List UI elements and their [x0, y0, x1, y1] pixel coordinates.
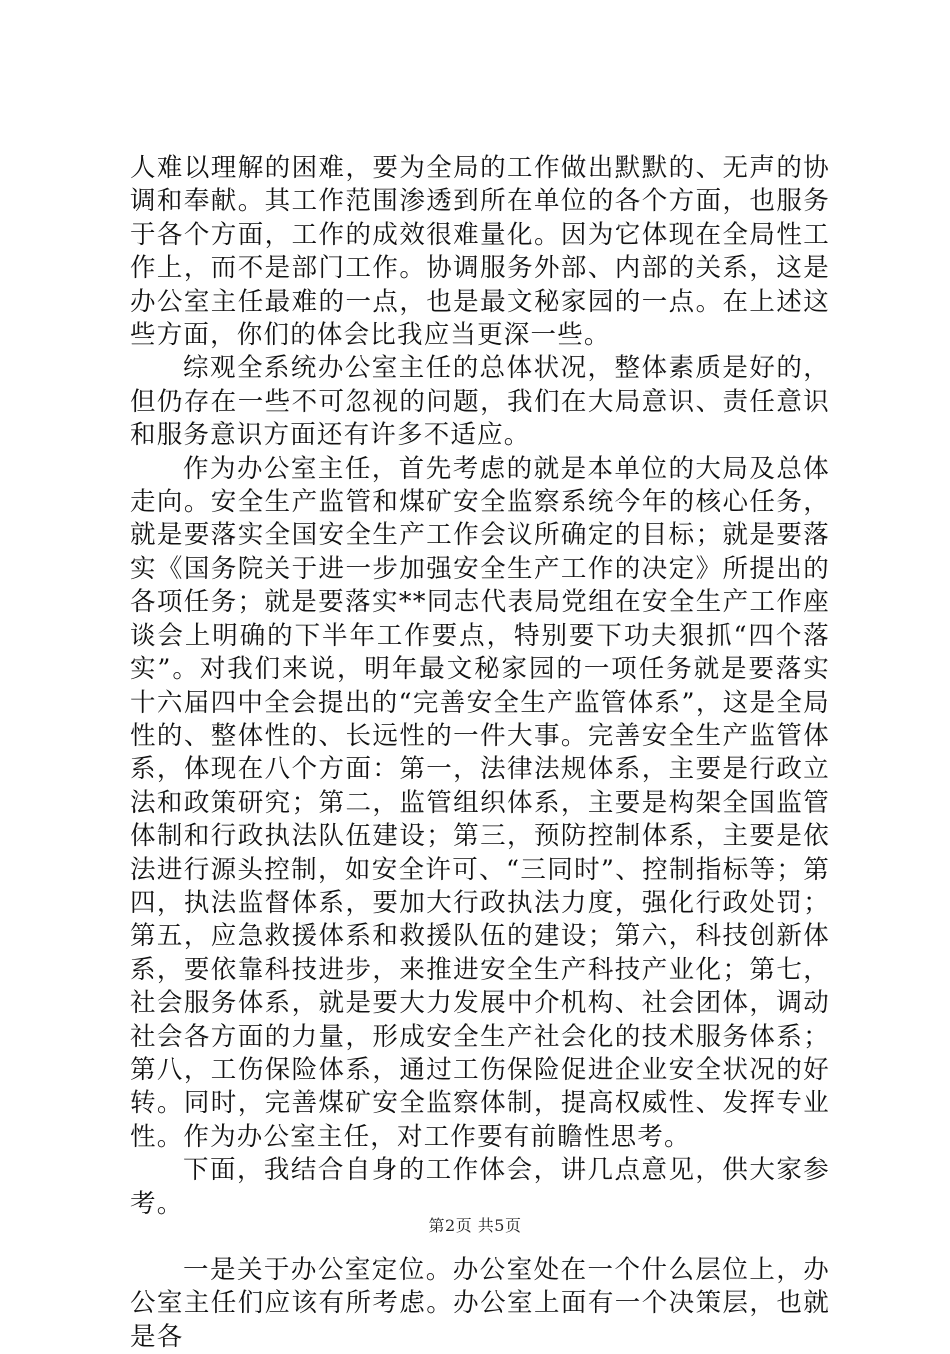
- paragraph-4: 下面，我结合自身的工作体会，讲几点意见，供大家参考。: [130, 1155, 830, 1219]
- document-body: [130, 152, 830, 1354]
- paragraph-5: 一是关于办公室定位。办公室处在一个什么层位上，办公室主任们应该有所考虑。办公室上面有一个决策层，也就是各: [130, 1255, 830, 1352]
- page-number-footer: 第2页 共5页: [428, 1216, 522, 1235]
- paragraph-1: 人难以理解的困难，要为全局的工作做出默默的、无声的协调和奉献。其工作范围渗透到所在单位的各个方面，也服务于各个方面，工作的成效很难量化。因为它体现在全局性工作上，而不是部门工作。协调服务外部、内部的关系，这是办公室主任最难的一点，也是最文秘家园的一点。在上述这些方面，你们的体会比我应当更深一些。: [130, 153, 830, 351]
- paragraph-2: 综观全系统办公室主任的总体状况，整体素质是好的，但仍存在一些不可忽视的问题，我们在大局意识、责任意识和服务意识方面还有许多不适应。: [130, 353, 830, 451]
- paragraph-3: 作为办公室主任，首先考虑的就是本单位的大局及总体走向。安全生产监管和煤矿安全监察系统今年的核心任务，就是要落实全国安全生产工作会议所确定的目标；就是要落实《国务院关于进一步加强安全生产工作的决定》所提出的各项任务；就是要落实**同志代表局党组在安全生产工作座谈会上明确的下半年工作要点，特别要下功夫狠抓“四个落实”。对我们来说，明年最文秘家园的一项任务就是要落实十六届四中全会提出的“完善安全生产监管体系”，这是全局性的、整体性的、长远性的一件大事。完善安全生产监管体系，体现在八个方面：第一，法律法规体系，主要是行政立法和政策研究；第二，监管组织体系，主要是构架全国监管体制和行政执法队伍建设；第三，预防控制体系，主要是依法进行源头控制，如安全许可、“三同时”、控制指标等；第四，执法监督体系，要加大行政执法力度，强化行政处罚；第五，应急救援体系和救援队伍的建设；第六，科技创新体系，要依靠科技进步，来推进安全生产科技产业化；第七，社会服务体系，就是要大力发展中介机构、社会团体，调动社会各方面的力量，形成安全生产社会化的技术服务体系；第八，工伤保险体系，通过工伤保险促进企业安全状况的好转。同时，完善煤矿安全监察体制，提高权威性、发挥专业性。作为办公室主任，对工作要有前瞻性思考。: [130, 453, 830, 1152]
